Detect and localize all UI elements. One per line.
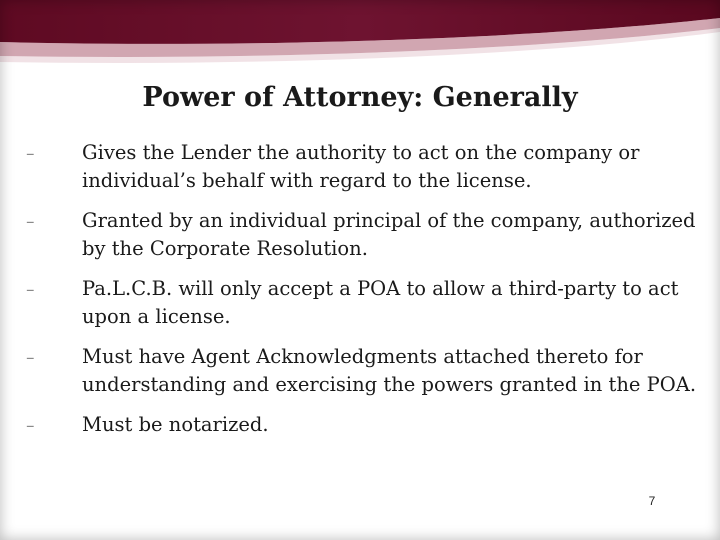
- bullet-text: Pa.L.C.B. will only accept a POA to allow a third-party to act upon a license.: [82, 277, 679, 328]
- bullet-marker: –: [26, 212, 35, 232]
- bullet-item: [26, 343, 698, 399]
- page-number: 7: [648, 494, 656, 508]
- bullet-text: Granted by an individual principal of the company, authorized by the Corporate Resolution.: [82, 209, 696, 260]
- bullet-list: [26, 139, 698, 451]
- bullet-item: [26, 275, 698, 331]
- bullet-item: [26, 139, 698, 195]
- bullet-marker: –: [26, 144, 35, 164]
- bullet-item: [26, 411, 698, 439]
- slide-title: Power of Attorney: Generally: [142, 82, 578, 113]
- header-banner: [0, 0, 720, 80]
- bullet-marker: –: [26, 416, 35, 436]
- bullet-item: [26, 207, 698, 263]
- bullet-text: Gives the Lender the authority to act on the company or individual’s behalf with regard to the license.: [82, 141, 640, 192]
- bullet-text: Must be notarized.: [82, 413, 269, 436]
- bullet-marker: –: [26, 348, 35, 368]
- bullet-text: Must have Agent Acknowledgments attached thereto for understanding and exercising the powers granted in the POA.: [82, 345, 697, 396]
- bullet-marker: –: [26, 280, 35, 300]
